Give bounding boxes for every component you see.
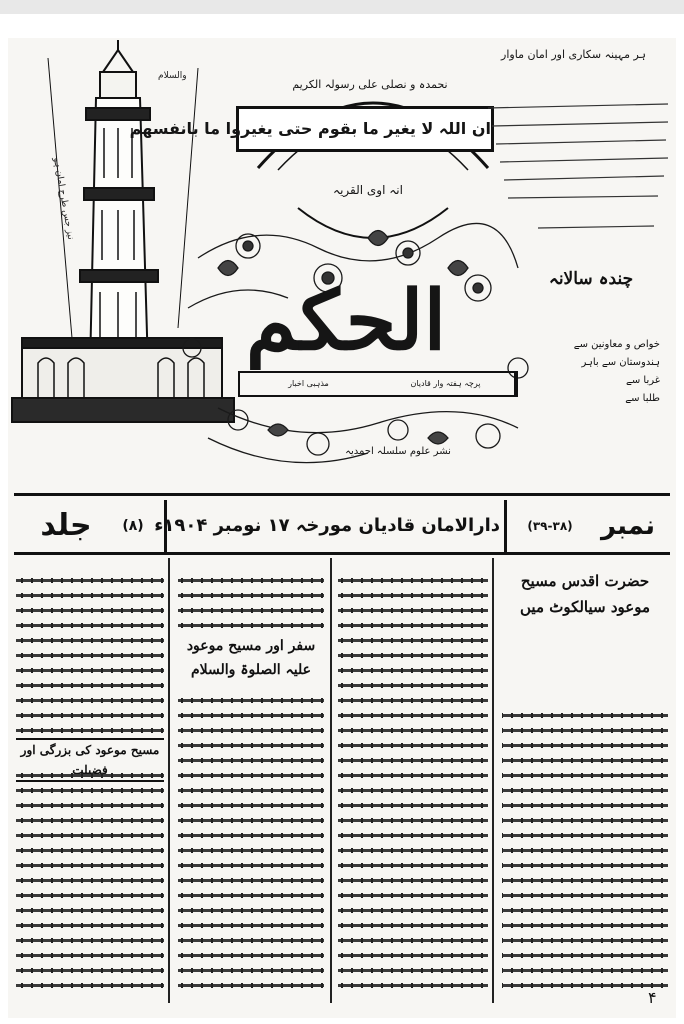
masthead-motto: نشر علوم سلسلہ احمدیہ bbox=[345, 446, 451, 457]
issue-label: نمبر bbox=[601, 511, 655, 541]
article-heading-middle: سفر اور مسیح موعود علیہ الصلوۃ والسلام bbox=[186, 638, 316, 678]
subscription-line: طلبا سے bbox=[625, 393, 660, 404]
top-strip bbox=[0, 0, 684, 14]
subscription-title: چندہ سالانہ bbox=[548, 269, 634, 289]
body-text-columns bbox=[8, 558, 676, 1008]
subscription-line: غربا سے bbox=[626, 375, 660, 386]
subscription-list bbox=[520, 336, 660, 408]
article-heading-right: حضرت اقدس مسیح موعود سیالکوٹ میں bbox=[520, 572, 650, 616]
dateline-band bbox=[14, 493, 670, 555]
subscription-box bbox=[516, 268, 666, 478]
masthead-verse: انہ اوی القریہ bbox=[333, 183, 403, 197]
article-heading-left: مسیح موعود کی بزرگی اور bbox=[16, 738, 164, 782]
svg-text:نیز جس طرح امان ہو: نیز جس طرح امان ہو bbox=[51, 156, 76, 241]
page-number: ۴ bbox=[648, 988, 657, 1007]
masthead-banner: ان اللہ لا یغیر ما بقوم حتی یغیروا ما بانفسھم bbox=[236, 106, 494, 152]
subtitle-left: مذہبی اخبار bbox=[288, 379, 329, 388]
dateline-text: دارالامان قادیان مورخہ ۱۷ نومبر ۱۹۰۴ء bbox=[154, 515, 500, 536]
top-right-text-block bbox=[478, 78, 674, 268]
svg-text:والسلام: والسلام bbox=[158, 71, 187, 81]
masthead-title: الحکم bbox=[245, 273, 447, 369]
volume-number: (۸) bbox=[122, 518, 144, 534]
arc-inscription: نحمدہ و نصلی علی رسولہ الکریم bbox=[292, 78, 448, 91]
subtitle-box bbox=[238, 371, 518, 397]
top-note: ہر مہینہ سکاری اور امان ماوار bbox=[501, 48, 646, 61]
subscription-line: ہندوستان سے باہر bbox=[581, 357, 660, 368]
volume-label: جلد bbox=[40, 508, 92, 543]
newspaper-page bbox=[8, 38, 676, 1018]
subtitle-right: پرچہ ہفتہ وار قادیان bbox=[377, 373, 516, 395]
issue-number: (۳۹-۳۸) bbox=[527, 519, 573, 533]
subscription-line: خواص و معاونین سے bbox=[573, 339, 660, 350]
